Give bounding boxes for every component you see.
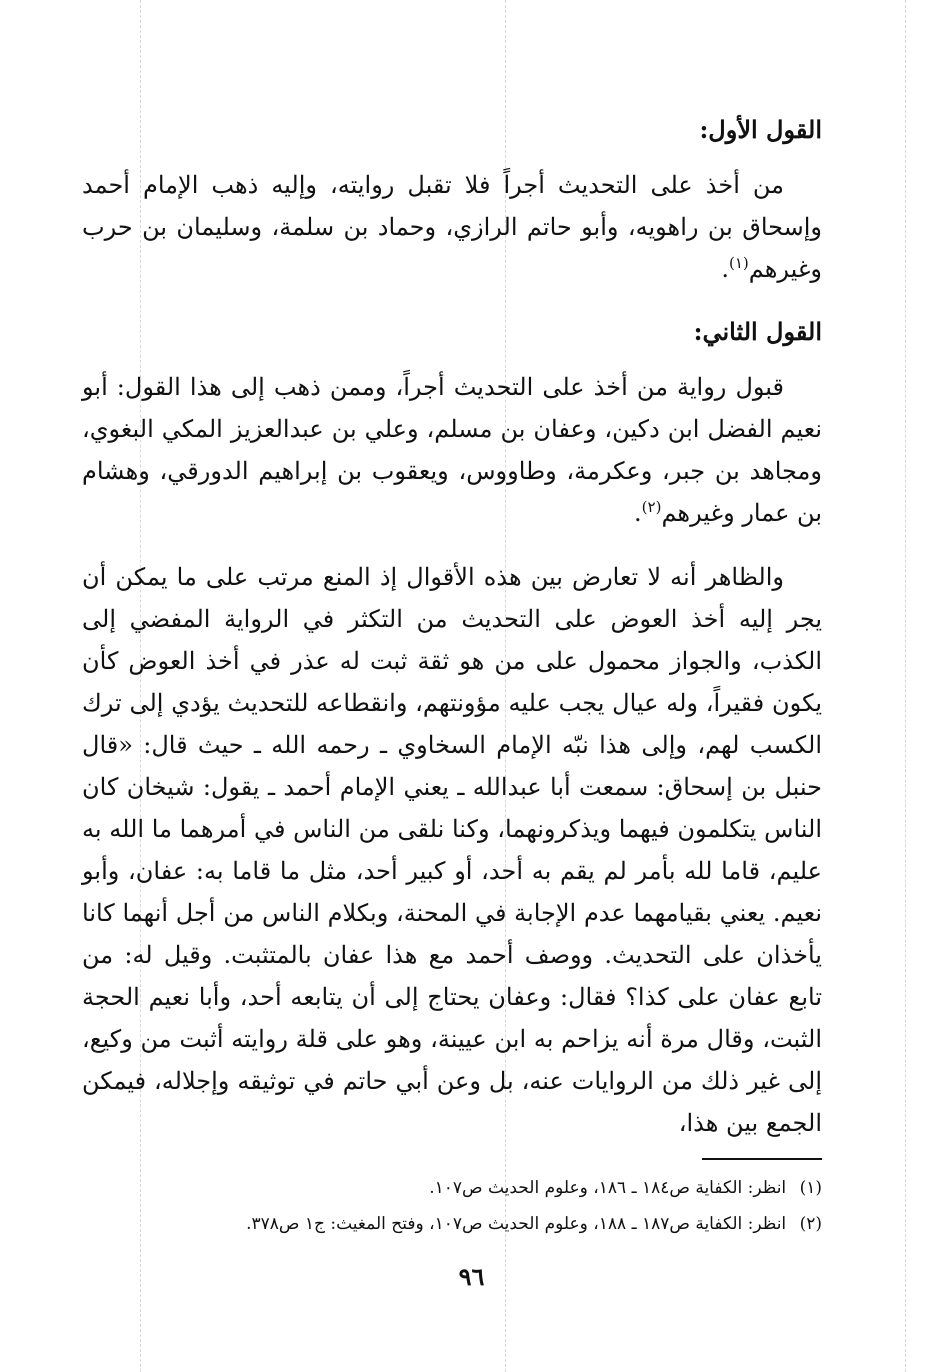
page-body bbox=[82, 100, 822, 1166]
page-number: ٩٦ bbox=[458, 1262, 485, 1291]
footnote-ref-2[interactable]: (٢) bbox=[641, 498, 662, 516]
section-heading-second-opinion: القول الثاني: bbox=[693, 317, 822, 346]
paragraph-text: قبول رواية من أخذ على التحديث أجراً، وممن ذهب إلى هذا القول: أبو نعيم الفضل ابن دكين، وعفان بن مسلم، وعلي بن عبدالعزيز المكي البغوي، ومجاهد بن جبر، وعكرمة، وطاووس، ويعقوب بن إبراهيم الدورقي، وهشام بن عمار وغيرهم bbox=[82, 373, 822, 527]
paragraph-end: . bbox=[634, 499, 642, 527]
footnote-divider bbox=[702, 1158, 822, 1160]
footnote-item bbox=[82, 1170, 822, 1206]
footnote-item bbox=[82, 1206, 822, 1242]
footnote-ref-1[interactable]: (١) bbox=[728, 254, 749, 272]
paragraph-end: . bbox=[721, 255, 729, 283]
section-heading-first-opinion: القول الأول: bbox=[699, 115, 822, 144]
paragraph-first-opinion bbox=[82, 164, 822, 290]
footnote-text: انظر: الكفاية ص١٨٤ ـ ١٨٦، وعلوم الحديث ص١٠٧. bbox=[429, 1178, 787, 1198]
paragraph-reconciliation: والظاهر أنه لا تعارض بين هذه الأقوال إذ المنع مرتب على ما يمكن أن يجر إليه أخذ العوض على التحديث من التكثر في الرواية المفضي إلى الكذب، والجواز محمول على من هو ثقة ثبت له عذر في أخذ العوض كأن يكون فقيراً، وله عيال يجب عليه مؤونتهم، وانقطاعه للتحديث يؤدي إلى ترك الكسب لهم، وإلى هذا نبّه الإمام السخاوي ـ رحمه الله ـ حيث قال: «قال حنبل بن إسحاق: سمعت أبا عبدالله ـ يعني الإمام أحمد ـ يقول: شيخان كان الناس يتكلمون فيهما ويذكرونهما، وكنا نلقى من الناس في أمرهما ما الله به عليم، قاما لله بأمر لم يقم به أحد، أو كبير أحد، مثل ما قاما به: عفان، وأبو نعيم. يعني بقيامهما عدم الإجابة في المحنة، وبكلام الناس من أجل أنهما كانا يأخذان على التحديث. ووصف أحمد مع هذا عفان بالمتثبت. وقيل له: من تابع عفان على كذا؟ فقال: وعفان يحتاج إلى أن يتابعه أحد، وأبا نعيم الحجة الثبت، وقال مرة أنه يزاحم به ابن عيينة، وهو على قلة روايته أثبت من وكيع، إلى غير ذلك من الروايات عنه، بل وعن أبي حاتم في توثيقه وإجلاله، فيمكن الجمع بين هذا، bbox=[82, 563, 822, 1137]
footnote-text: انظر: الكفاية ص١٨٧ ـ ١٨٨، وعلوم الحديث ص١٠٧، وفتح المغيث: ج١ ص٣٧٨. bbox=[246, 1214, 787, 1234]
footnote-number: (١) bbox=[799, 1178, 822, 1198]
footnotes bbox=[82, 1170, 822, 1242]
footnote-number: (٢) bbox=[799, 1214, 822, 1234]
scan-line-right bbox=[905, 0, 906, 1372]
paragraph-text: من أخذ على التحديث أجراً فلا تقبل روايته، وإليه ذهب الإمام أحمد وإسحاق بن راهويه، وأبو حاتم الرازي، وحماد بن سلمة، وسليمان بن حرب وغيرهم bbox=[82, 171, 822, 283]
paragraph-second-opinion bbox=[82, 366, 822, 534]
